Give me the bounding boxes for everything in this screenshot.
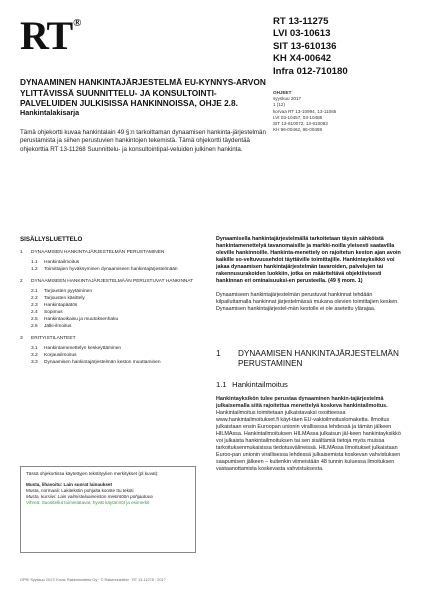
toc-label: DYNAAMISEEN HANKINTAJÄRJESTELMÄÄN PERUSTUVAT HANKINNAT [31,279,194,284]
section-title: DYNAAMISEN HANKINTAJÄRJESTELMÄN PERUSTAMINEN [238,349,399,368]
toc-num: 2.1 [31,289,38,294]
replaces-sit: SIT 13-610072, 13-610083 [273,121,328,127]
toc-entry[interactable] [20,267,196,273]
toc-num: 2.4 [31,310,38,315]
toc-label: Hankintaoikaisu ja muutoksenhaku [44,317,119,322]
section-number: 1 [216,349,221,358]
replaces-rt: korvaa RT 13-10994, 13-11065 [273,108,337,114]
toc-entry[interactable] [20,250,196,256]
intro-paragraph: Tämä ohjekortti kuvaa hankintalain 49 §:n tarkoittaman dynaamisen hankinta-järjestelmän perustamista ja siihen perustuvien hankintojen tekemistä. Tämä ohjekortti täydentää ohjekorttia RT 13-11268 Suunnittelu- ja konsultointipal-veluiden julkinen hankinta. [20,129,266,153]
toc-entry[interactable] [20,336,196,342]
doc-page: 1 (12) [273,102,286,108]
toc-entry[interactable] [20,324,196,330]
legend-bold: Musta, lihavoitu: Lain suorat lainaukset [26,482,113,488]
page-footer: OPR/ Syyskuu 2017/ Kuva: Rakennustieto Oy · © Rakennustieto · RT 13-11275 · 2017 [20,578,166,582]
text-style-legend [20,466,196,553]
toc-label: Hankintamenettelyn keskeyttäminen [44,346,122,351]
logo-text: RT [20,13,73,58]
replaces-kh: KH 96-00462, 96-00488 [273,127,323,133]
legend-heading: Tässä ohjekortissa käytettyjen tekstityylien merkitykset (pl.kuvat): [26,471,159,476]
legend-italic: Musta, kursiivi: Lain valmisteluaineiston mietintöön pohjautuva [26,494,153,500]
doc-type: OHJEET [273,90,292,95]
toc-num: 1 [20,250,23,255]
series-title: Hankintalakisarja [20,108,80,117]
toc-label: Jälki-ilmoitus [44,324,72,329]
document-codes [273,16,348,78]
code-kh: KH X4-00642 [273,53,332,65]
doc-date: syyskuu 2017 [273,96,302,102]
toc-label: ERITYISTILANTEET [31,336,76,341]
toc-num: 3.2 [31,353,38,358]
duration-paragraph: Dynaamiseen hankintajärjestelmän perustuvat hankinnat tehdään kilpailuttamalla hankinnat järjestelmässä mukana olevien toimittajien kesken. Dynaamisen hankintajärjestel-män kestolle ei ole asetettu ylärajaa. [216,292,399,312]
subsection-number: 1.1 [216,380,227,389]
definition-paragraph: Dynaamisella hankintajärjestelmällä tarkoitetaan täysin sähköistä hankintamenettelyä tavanomaisille ja markki-noilla yleisesti saatavilla oleville hankinnoille. Hankinta-menettely on rajoitetun keston ajan avoin kaikille so-veltuvuusehdot täyttäville toimittajille. Hankintayksikkö voi jakaa dynaamisen hankintajärjestelmän tavaroiden, palvelujen tai rakennusurakoiden luokkiin, jotka on määriteltävä objektiivisesti hankinnan eri ominaisuuksi-en perusteella. (49 § mom. 1) [216,236,401,284]
toc-entry[interactable] [20,346,196,352]
toc-label: Korjausilmoitus [44,353,77,358]
toc-num: 2.6 [31,324,38,329]
legend-green: Vihreä: Suositellut toimintatavat, hyvät käytännöt ja esimerkit [26,500,150,506]
subsection-1-1-heading [216,380,288,389]
toc-entry[interactable] [20,289,196,295]
toc-section-1 [20,250,196,273]
section-1-heading [216,349,406,369]
toc-section-2 [20,279,196,330]
toc-num: 3 [20,336,23,341]
toc-heading: SISÄLLYSLUETTELO [20,236,83,243]
toc-num: 2.3 [31,303,38,308]
toc-entry[interactable] [20,303,196,309]
code-lvi: LVI 03-10613 [273,28,331,40]
legend-normal: Musta, normaali: Lakitekstin pohjalta kooste ttu teksti [26,488,134,494]
toc-num: 1.2 [31,267,38,272]
document-meta [273,90,336,133]
subsection-1-1-body [216,396,406,474]
toc-section-3 [20,336,196,366]
table-of-contents [20,250,196,372]
subsection-title: Hankintailmoitus [232,380,288,389]
toc-entry[interactable] [20,360,196,366]
toc-label: Toimittajien hyväksyminen dynaamiseen hankintajärjestelmään [44,267,178,272]
code-rt: RT 13-11275 [273,16,329,27]
toc-entry[interactable] [20,310,196,316]
law-quote: Hankintayksikön tulee perustaa dynaaminen hankin-tajärjestelmä julkaisemalla siitä rajoitettua menettelyä koskeva hankintailmoitus. [216,396,388,410]
toc-entry[interactable] [20,279,196,285]
right-column [216,236,406,319]
rt-logo [20,13,81,58]
toc-entry[interactable] [20,296,196,302]
toc-entry[interactable] [20,353,196,359]
replaces-lvi: LVI 03-10457, 03-10486 [273,114,323,120]
toc-num: 3.1 [31,346,38,351]
toc-label: Sopimus [44,310,63,315]
toc-num: 2.2 [31,296,38,301]
toc-label: Hankintapäätös [44,303,78,308]
toc-num: 2 [20,279,23,284]
code-infra: Infra 012-710180 [273,65,348,77]
toc-label: Tarjousten pyytäminen [44,289,92,294]
toc-num: 1.1 [31,260,38,265]
toc-num: 3.3 [31,360,38,365]
toc-label: DYNAAMISEN HANKINTAJÄRJESTELMÄN PERUSTAMINEN [31,250,165,255]
main-title: DYNAAMINEN HANKINTAJÄRJESTELMÄ EU-KYNNYS-ARVON YLITTÄVISSÄ SUUNNITTELU- JA KONSULTOINTI-PALVELUIDEN JULKISISSA HANKINNOISSA, OHJE 2.8. [20,77,266,109]
code-sit: SIT 13-610136 [273,40,337,52]
toc-entry[interactable] [20,260,196,266]
toc-num: 2.5 [31,317,38,322]
toc-label: Dynaamisen hankintajärjestelmän keston muuttaminen [44,360,161,365]
toc-label: Tarjousten käsittely [44,296,85,301]
registered-mark: ® [73,17,81,29]
body-text: Hankintailmoitus toimitetaan julkaistavaksi osoitteessa www.hankintailmoitukset.fi käyt-täen EU-vakioilmoituslomaketta. Ilmoitus julkaistaan ensin Euroopan unionin virallisessa lehdessä ja tämän jälkeen HILMAssa. Hankintailmoituksen HILMAssa julkaisun jäl-keen hankintayksikkö voi julkaista hankintailmoituksen tai sen sisältämiä tietoja myös muissa tarkoituksenmukaisissa tiedotusvälineissä. HILMAssa ilmoitukset julkaistaan Euroo-pan unionin virallisessa lehdessä julkaisemista koskevan vahvistuksen saapumisen jälkeen – kuitenkin viimeistään 48 tunnin kuluessa ilmoituksen vastaanottamista koskevasta vahvistuksesta. [216,410,401,473]
toc-entry[interactable] [20,317,196,323]
toc-label: Hankintailmoitus [44,260,80,265]
